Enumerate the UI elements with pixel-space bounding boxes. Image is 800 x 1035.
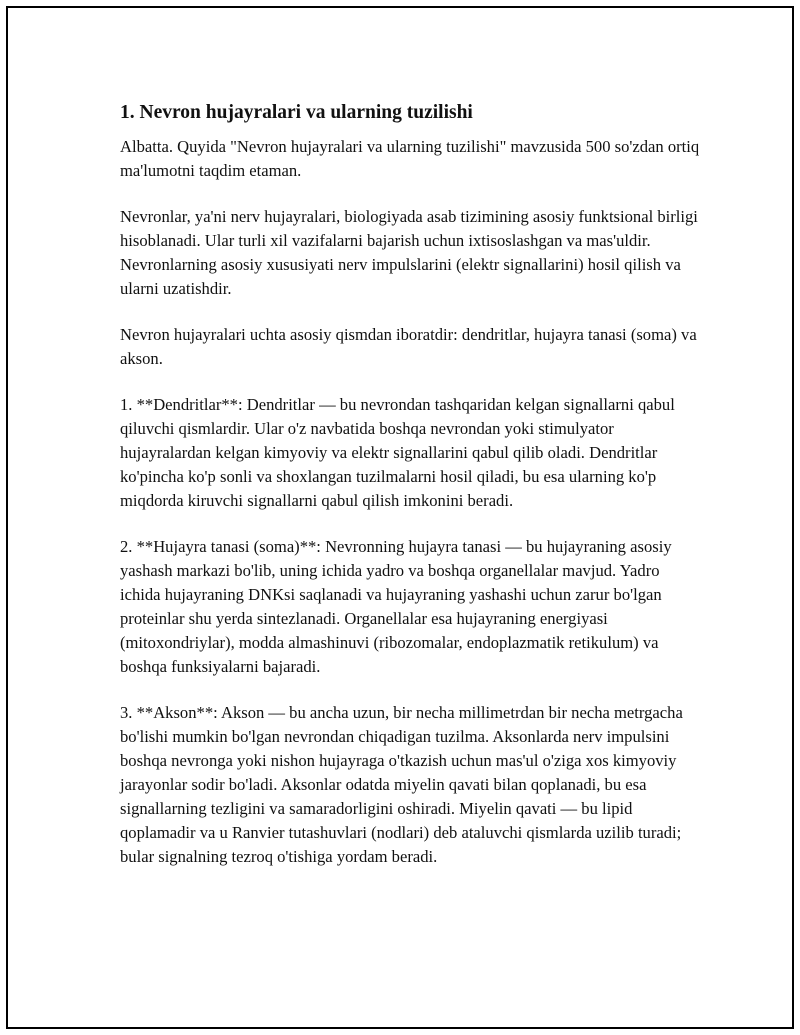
paragraph-intro: Albatta. Quyida "Nevron hujayralari va ularning tuzilishi" mavzusida 500 so'zdan ortiq ma'lumotni taqdim etaman. <box>120 137 700 180</box>
paragraph-neuron-parts: Nevron hujayralari uchta asosiy qismdan iboratdir: dendritlar, hujayra tanasi (soma) va akson. <box>120 325 697 368</box>
paragraph-axon: 3. **Akson**: Akson — bu ancha uzun, bir necha millimetrdan bir necha metrgacha bo'lishi mumkin bo'lgan nevrondan chiqadigan tuzilma. Aksonlarda nerv impulsini boshqa nevronga yoki nishon hujayraga o'tkazish uchun mas'ul o'ziga xos kimyoviy jarayonlar sodir bo'ladi. Aksonlar odatda miyelin qavati bilan qoplanadi, bu esa signallarning tezligini va samaradorligini oshiradi. Miyelin qavati — bu lipid qoplamadir va u Ranvier tutashuvlari (nodlari) deb ataluvchi qismlarda uzilib turadi; bular signalning tezroq o'tishiga yordam beradi. <box>120 703 683 866</box>
paragraph-dendrites: 1. **Dendritlar**: Dendritlar — bu nevrondan tashqaridan kelgan signallarni qabul qiluvchi qismlardir. Ular o'z navbatida boshqa nevrondan yoki stimulyator hujayralardan kelgan kimyoviy va elektr signallarini qabul qilib oladi. Dendritlar ko'pincha ko'p sonli va shoxlangan tuzilmalarni hosil qiladi, bu esa ularning ko'p miqdorda kiruvchi signallarni qabul qilish imkonini beradi. <box>120 395 675 510</box>
paragraph-soma: 2. **Hujayra tanasi (soma)**: Nevronning hujayra tanasi — bu hujayraning asosiy yashash markazi bo'lib, uning ichida yadro va boshqa organellalar mavjud. Yadro ichida hujayraning DNKsi saqlanadi va hujayraning yashashi uchun zarur bo'lgan proteinlar shu yerda sintezlanadi. Organellalar esa hujayraning energiyasi (mitoxondriylar), modda almashinuvi (ribozomalar, endoplazmatik retikulum) va boshqa funksiyalarni bajaradi. <box>120 537 672 676</box>
page-frame <box>6 6 794 1029</box>
document-body <box>120 100 700 891</box>
document-title: 1. Nevron hujayralari va ularning tuzilishi <box>120 102 473 123</box>
paragraph-neurons-definition: Nevronlar, ya'ni nerv hujayralari, biologiyada asab tizimining asosiy funktsional birligi hisoblanadi. Ular turli xil vazifalarni bajarish uchun ixtisoslashgan va mas'uldir. Nevronlarning asosiy xususiyati nerv impulslarini (elektr signallarini) hosil qilish va ularni uzatishdir. <box>120 207 698 298</box>
